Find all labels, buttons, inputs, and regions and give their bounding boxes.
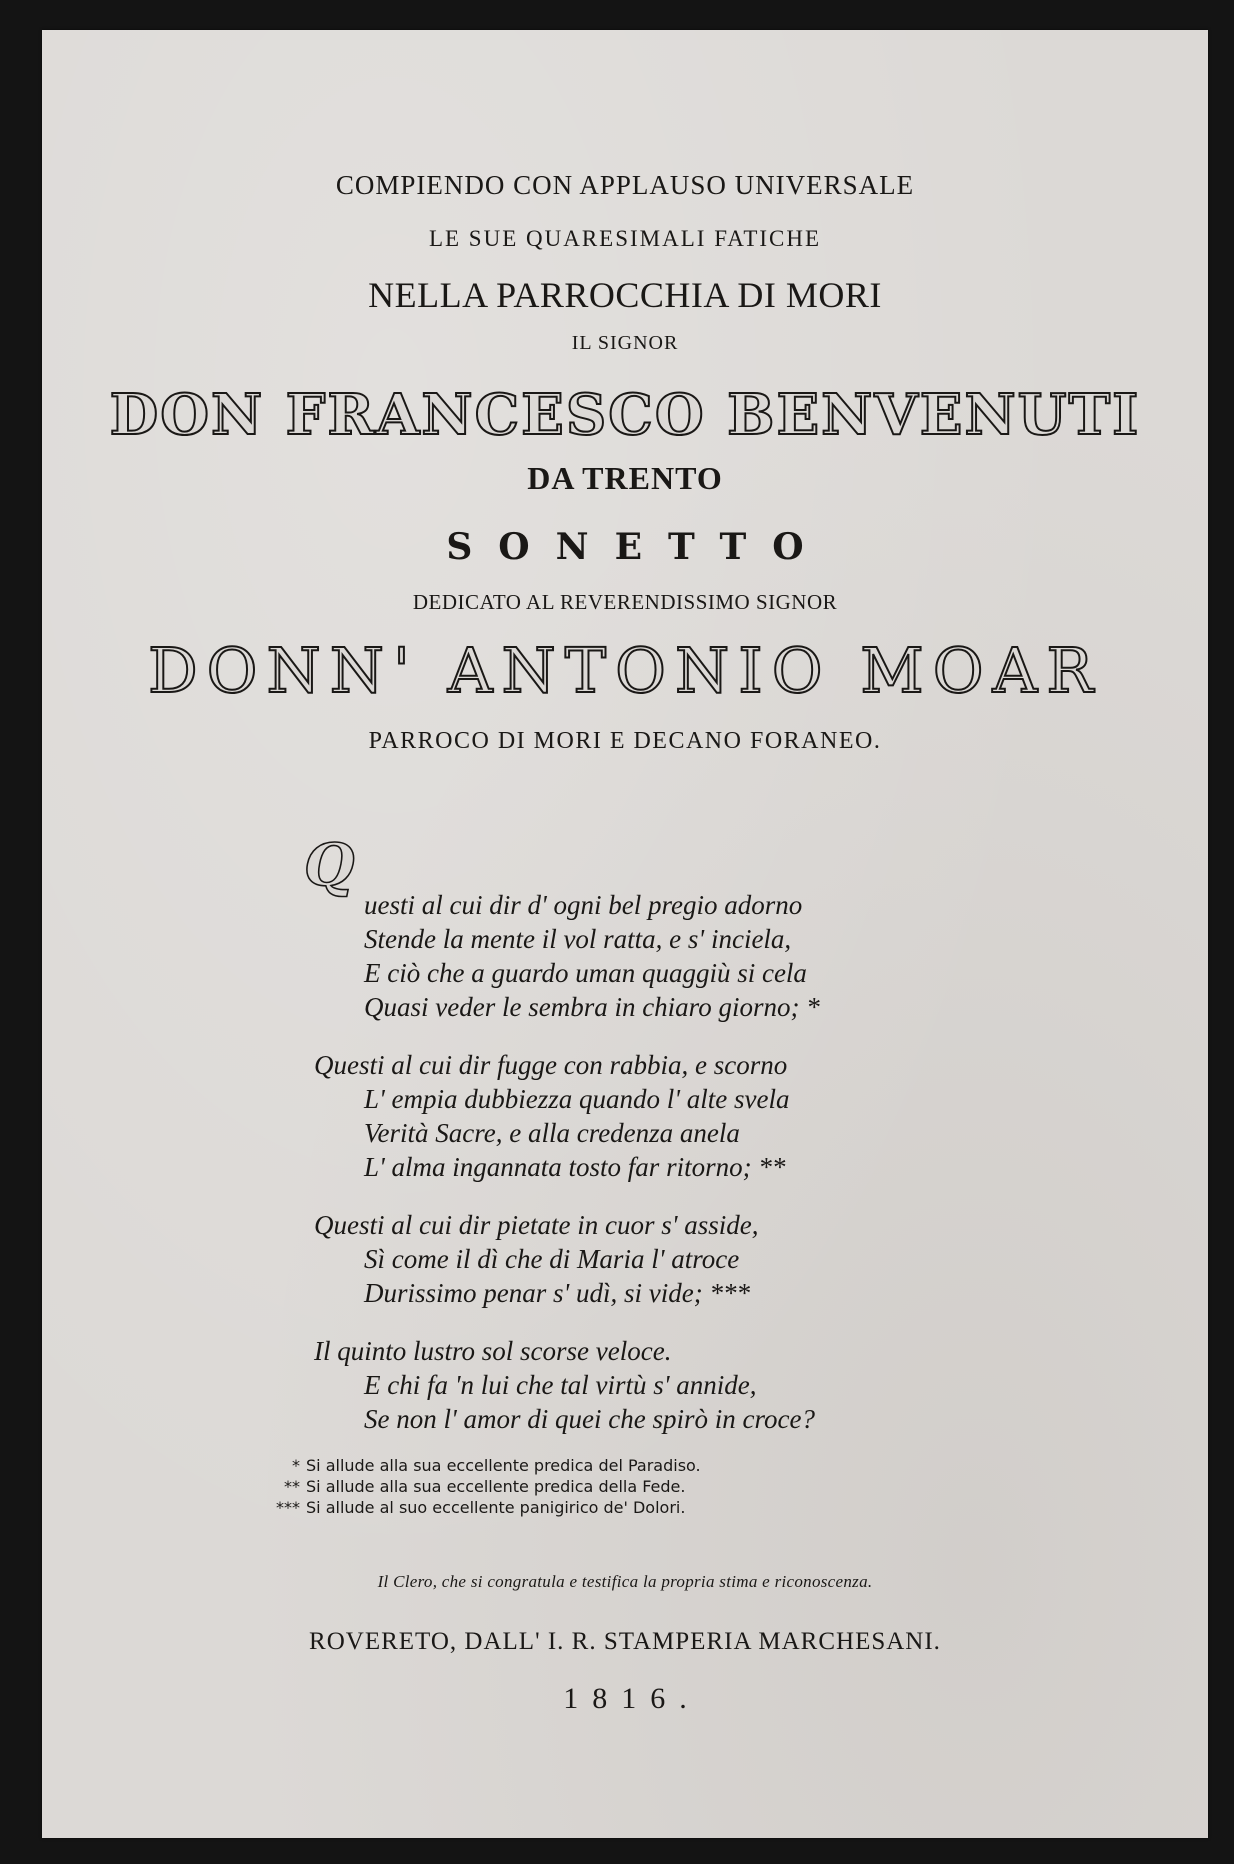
verse-line: Questi al cui dir fugge con rabbia, e scorno (314, 1050, 788, 1080)
verse-line: L' alma ingannata tosto far ritorno; ** (364, 1152, 786, 1182)
footnote-mark: ** (284, 1477, 300, 1496)
verse-line: Stende la mente il vol ratta, e s' inciela, (364, 924, 792, 954)
dedicatee-title: PARROCO DI MORI E DECANO FORANEO. (368, 728, 882, 754)
honoree-name: DON FRANCESCO BENVENUTI (109, 382, 1141, 448)
verse-line: Sì come il dì che di Maria l' atroce (364, 1244, 740, 1274)
dedicatee-name: DONN' ANTONIO MOAR (147, 634, 1103, 707)
heading-line-3: NELLA PARROCCHIA DI MORI (368, 275, 882, 315)
footnotes (272, 1455, 701, 1518)
footnote-text: Si allude alla sua eccellente predica del Paradiso. (306, 1456, 701, 1475)
verse-line: Durissimo penar s' udì, si vide; *** (364, 1278, 751, 1308)
footnote (272, 1476, 701, 1497)
footnote (272, 1497, 701, 1518)
footnote (272, 1455, 701, 1476)
verse-line: E ciò che a guardo uman quaggiù si cela (364, 958, 807, 988)
verse-line: Questi al cui dir pietate in cuor s' asside, (314, 1210, 759, 1240)
footnote-mark: *** (276, 1498, 300, 1517)
drop-cap: Q (304, 831, 355, 899)
closing-note: Il Clero, che si congratula e testifica la propria stima e riconoscenza. (377, 1572, 873, 1591)
verse-line: Quasi veder le sembra in chiaro giorno; * (364, 992, 820, 1022)
verse-line: Il quinto lustro sol scorse veloce. (314, 1336, 672, 1366)
verse-line: uesti al cui dir d' ogni bel pregio adorno (364, 890, 803, 920)
verse-line: Se non l' amor di quei che spirò in croce? (364, 1404, 815, 1434)
poem-genre-title: SONETTO (446, 526, 830, 568)
heading-line-4: IL SIGNOR (571, 332, 679, 354)
footnote-mark: * (292, 1456, 300, 1475)
dedication-line: DEDICATO AL REVERENDISSIMO SIGNOR (412, 590, 838, 614)
verse-line: L' empia dubbiezza quando l' alte svela (364, 1084, 790, 1114)
footnote-text: Si allude al suo eccellente panigirico de' Dolori. (306, 1498, 686, 1517)
verse-line: E chi fa 'n lui che tal virtù s' annide, (364, 1370, 757, 1400)
publication-year: 1816. (563, 1682, 701, 1715)
heading-line-2: LE SUE QUARESIMALI FATICHE (428, 226, 822, 251)
printer-imprint: ROVERETO, DALL' I. R. STAMPERIA MARCHESANI. (309, 1628, 941, 1655)
verse-line: Verità Sacre, e alla credenza anela (364, 1118, 740, 1148)
honoree-origin: DA TRENTO (527, 460, 723, 496)
broadside-sheet (42, 30, 1208, 1838)
heading-line-1: COMPIENDO CON APPLAUSO UNIVERSALE (335, 170, 915, 200)
footnote-text: Si allude alla sua eccellente predica della Fede. (306, 1477, 686, 1496)
